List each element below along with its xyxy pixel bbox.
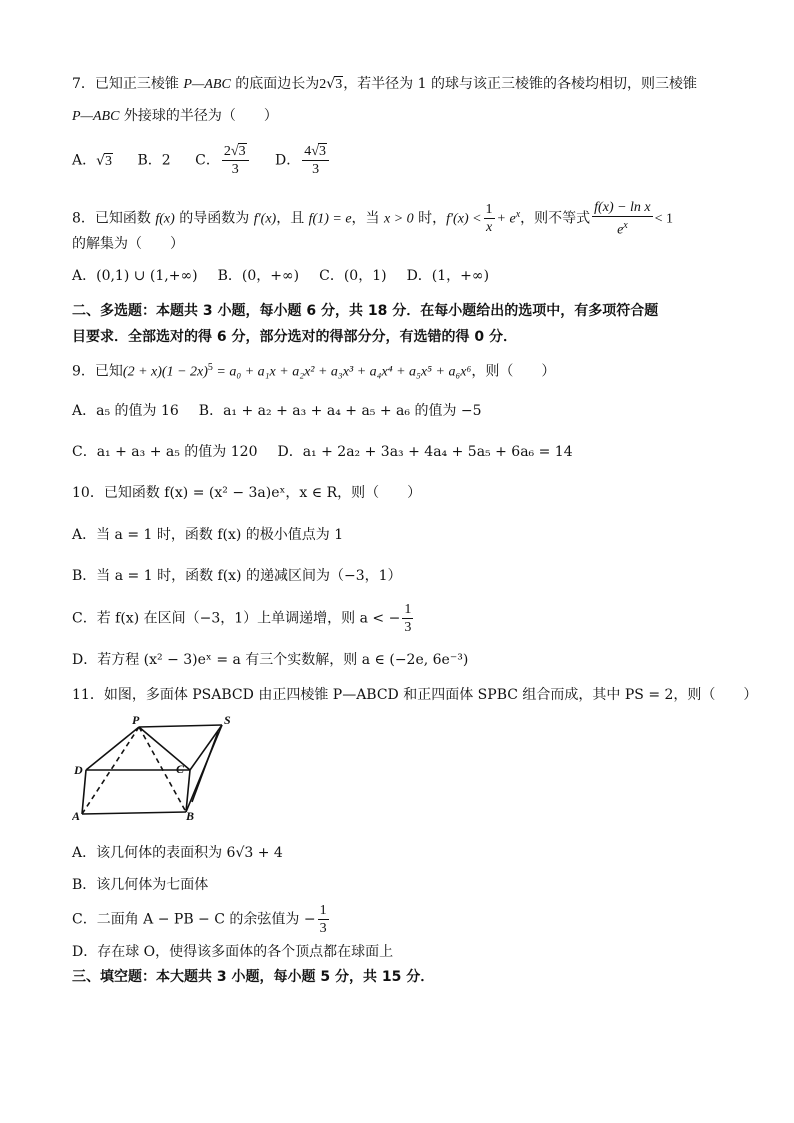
- q9-stem: 9．已知$(2 + x)(1 - 2x)^5 = a_0 + a_1x + a_2x^2 + a_3x^3 + a_4x^4 + a_5x^5 + a_6x^6$，则（ ）: [72, 362, 556, 380]
- q8-stem-line1: 8．已知函数 f(x) 的导函数为 f′(x)，且 f(1) = e，当 x > 0 时，f′(x) < $\frac{1}{x}$ + $e^x$，则不等式 $\frac{\text{f(x) − ln x}}{e^x}$ < 1: [72, 199, 674, 238]
- q10-option-c: C．若 f(x) 在区间（−3，1）上单调递增，则 a < − $\frac{1}{3}$: [72, 602, 412, 635]
- edge-AB: [82, 812, 186, 814]
- edge-PS: [139, 725, 222, 727]
- vertex-label-P: P: [132, 713, 140, 727]
- q11-option-c: C．二面角 A − PB − C 的余弦值为 − $\frac{1}{3}$: [72, 903, 327, 936]
- q7-opt-d-fraction: $\frac{4√3}{3}$: [302, 143, 329, 178]
- q11-option-d: D．存在球 O，使得该多面体的各个顶点都在球面上: [72, 944, 394, 960]
- q10-opt-c-fraction: $\frac{1}{3}$: [404, 602, 412, 635]
- q7-stem-line1: 7．已知正三棱锥 P—ABC 的底面边长为2√3，若半径为 1 的球与该正三棱锥的各棱均相切，则三棱锥: [72, 74, 697, 95]
- q8-stem-line2: 的解集为（ ）: [72, 236, 184, 252]
- polyhedron-figure: [72, 712, 242, 822]
- q11-option-b: B．该几何体为七面体: [72, 877, 209, 893]
- edge-shade: [192, 732, 218, 802]
- q7-stem-line2: P—ABC 外接球的半径为（ ）: [72, 108, 278, 124]
- q9-options-row2: C．a₁ + a₃ + a₅ 的值为 120 D．a₁ + 2a₂ + 3a₃ + 4a₄ + 5a₅ + 6a₆ = 14: [72, 444, 573, 460]
- section2-heading-line2: 目要求．全部选对的得 6 分，部分选对的得部分分，有选错的得 0 分．: [72, 329, 517, 345]
- q10-option-d: D．若方程 (x² − 3)eˣ = a 有三个实数解，则 a ∈ (−2e, 6e⁻³): [72, 652, 469, 668]
- vertex-label-A: A: [72, 809, 81, 822]
- vertex-label-C: C: [176, 762, 185, 776]
- sqrt-symbol: √3: [326, 76, 343, 92]
- section2-heading-line1: 二、多选题：本题共 3 小题，每小题 6 分，共 18 分．在每小题给出的选项中，有多项符合题: [72, 303, 659, 319]
- q11-option-a: A．该几何体的表面积为 6√3 + 4: [72, 845, 283, 861]
- q8-inequality-fraction: $\frac{\text{f(x) − ln x}}{e^x}$: [594, 199, 651, 238]
- q8-one-over-x: $\frac{1}{x}$: [485, 202, 493, 236]
- q8-options: A．(0,1) ∪ (1,+∞) B．(0，+∞) C．(0，1) D．(1，+∞): [72, 268, 490, 284]
- q11-opt-c-fraction: $\frac{1}{3}$: [319, 903, 327, 936]
- section3-heading: 三、填空题：本大题共 3 小题，每小题 5 分，共 15 分．: [72, 969, 435, 985]
- q10-stem: 10．已知函数 f(x) = (x² − 3a)eˣ，x ∈ R，则（ ）: [72, 485, 422, 501]
- vertex-label-D: D: [74, 763, 83, 777]
- vertex-label-S: S: [224, 713, 231, 727]
- q10-option-a: A．当 a = 1 时，函数 f(x) 的极小值点为 1: [72, 527, 344, 543]
- q7-opt-c-fraction: $\frac{2√3}{3}$: [222, 143, 249, 178]
- q9-options-row1: A．a₅ 的值为 16 B．a₁ + a₂ + a₃ + a₄ + a₅ + a₆ 的值为 −5: [72, 403, 482, 419]
- q10-option-b: B．当 a = 1 时，函数 f(x) 的递减区间为（−3，1）: [72, 568, 402, 584]
- q11-stem: 11．如图，多面体 PSABCD 由正四棱锥 P—ABCD 和正四面体 SPBC 组合而成，其中 PS = 2，则（ ）: [72, 687, 758, 703]
- q7-options: A．√3 B．2 C． $\frac{2√3}{3}$ D． $\frac{4√3}{3}$: [72, 143, 331, 179]
- edge-PD: [86, 727, 139, 770]
- vertex-label-B: B: [186, 809, 195, 822]
